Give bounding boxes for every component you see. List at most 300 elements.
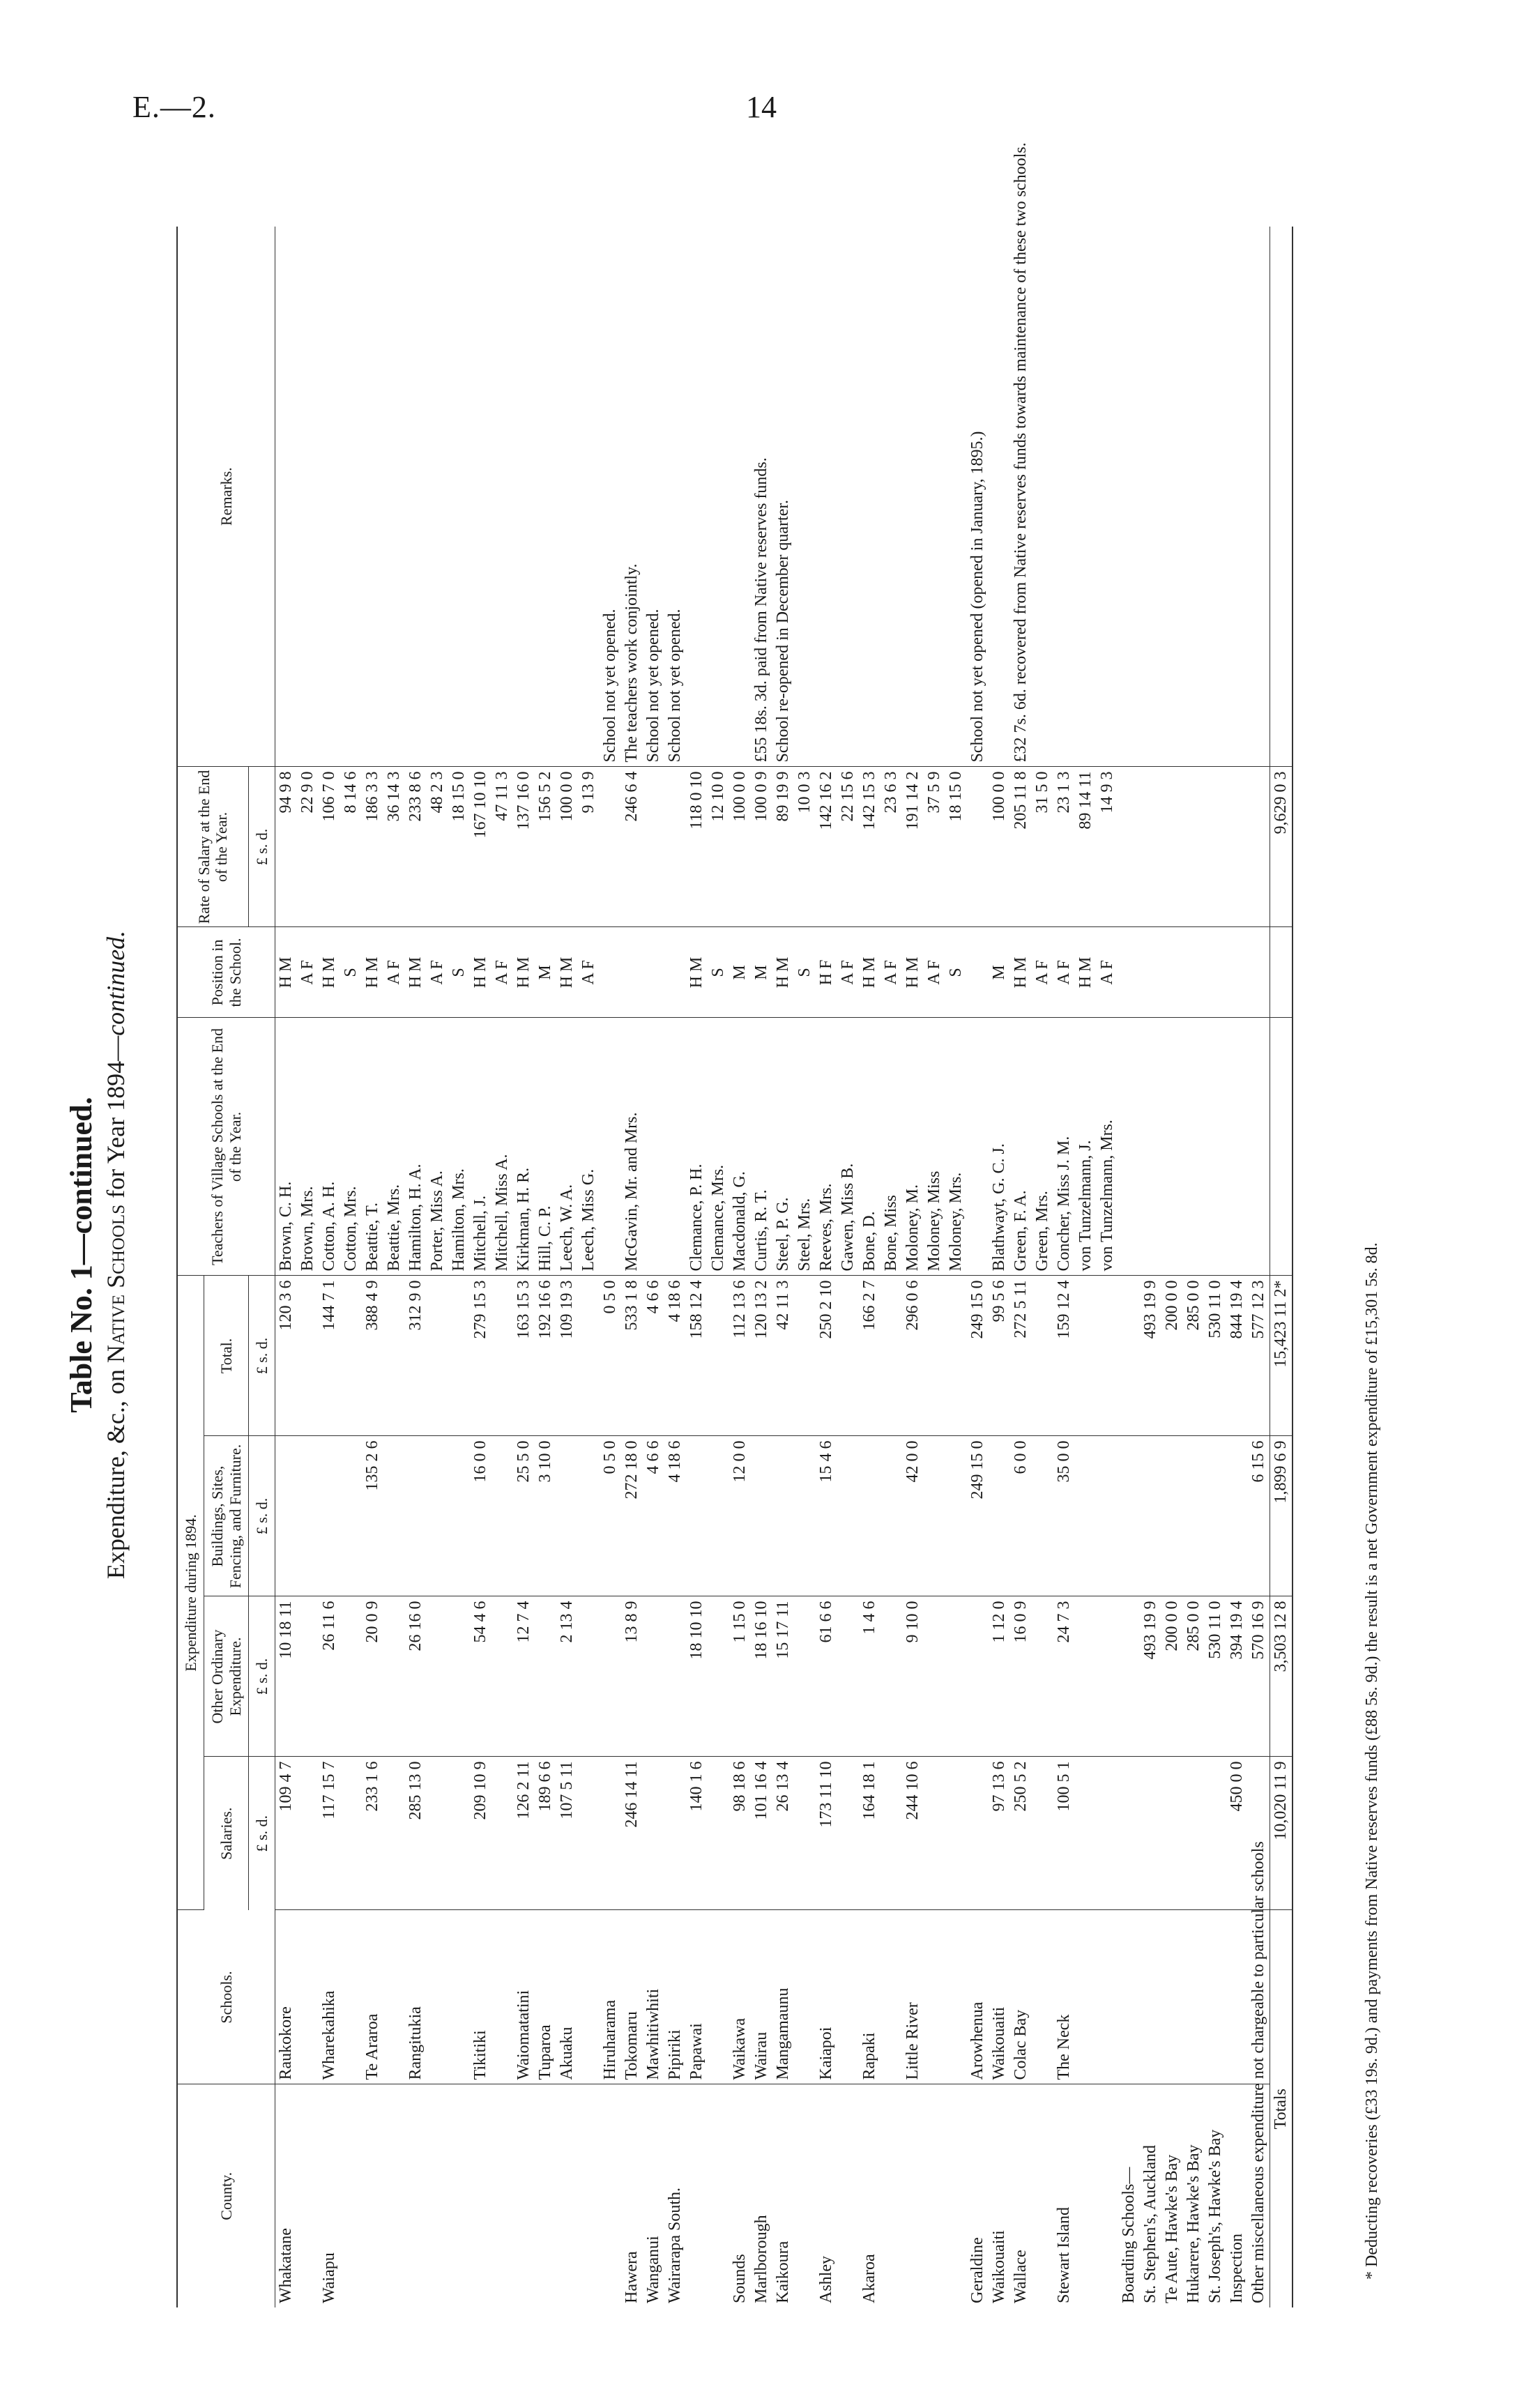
teacher-cell: Moloney, Miss — [924, 1018, 945, 1276]
county-cell — [945, 2084, 967, 2307]
rate-cell: 9 13 9 — [578, 767, 600, 927]
position-cell: A F — [1032, 927, 1053, 1018]
table-row — [967, 227, 989, 2307]
salaries-cell — [1097, 1757, 1118, 1910]
buildings-cell: 4 18 6 — [664, 1436, 686, 1596]
school-cell — [340, 1910, 362, 2084]
table-row — [794, 227, 816, 2307]
other-expenditure-cell: 18 10 10 — [686, 1596, 708, 1757]
other-expenditure-cell: 24 7 3 — [1053, 1596, 1075, 1757]
other-expenditure-cell — [340, 1596, 362, 1757]
remarks-cell — [405, 227, 427, 767]
teacher-cell — [1140, 1018, 1161, 1276]
buildings-cell — [859, 1436, 880, 1596]
total-cell — [1097, 1276, 1118, 1436]
rate-cell: 100 0 9 — [751, 767, 772, 927]
total-cell — [297, 1276, 319, 1436]
salaries-cell — [1032, 1757, 1053, 1910]
remarks-cell — [535, 227, 556, 767]
buildings-cell: 3 10 0 — [535, 1436, 556, 1596]
buildings-cell — [1140, 1436, 1161, 1596]
total-cell: 577 12 3 — [1248, 1276, 1270, 1436]
remarks-cell — [1053, 227, 1075, 767]
header-salaries: Salaries. — [204, 1757, 249, 1910]
other-expenditure-cell — [427, 1596, 448, 1757]
position-cell — [1140, 927, 1161, 1018]
county-cell: Waiapu — [320, 2252, 339, 2303]
county-cell — [491, 2084, 513, 2307]
other-expenditure-cell — [491, 1596, 513, 1757]
table-row — [513, 227, 535, 2307]
total-cell — [1118, 1276, 1140, 1436]
teacher-cell — [1248, 1018, 1270, 1276]
total-cell: 4 6 6 — [643, 1276, 664, 1436]
total-cell: 158 12 4 — [686, 1276, 708, 1436]
position-cell — [1183, 927, 1205, 1018]
county-cell — [880, 2084, 902, 2307]
county-cell — [470, 2084, 491, 2307]
table-subtitle — [101, 160, 130, 2349]
school-cell: Papawai — [686, 1910, 708, 2084]
county-cell — [1032, 2084, 1053, 2307]
buildings-cell: 35 0 0 — [1053, 1436, 1075, 1596]
remarks-cell — [880, 227, 902, 767]
rate-cell: 18 15 0 — [945, 767, 967, 927]
school-cell — [945, 1910, 967, 2084]
total-cell: 285 0 0 — [1183, 1276, 1205, 1436]
position-cell — [664, 927, 686, 1018]
total-cell — [383, 1276, 405, 1436]
table-row — [448, 227, 470, 2307]
other-expenditure-cell — [664, 1596, 686, 1757]
rate-cell: 8 14 6 — [340, 767, 362, 927]
buildings-cell: 4 6 6 — [643, 1436, 664, 1596]
buildings-cell — [989, 1436, 1010, 1596]
position-cell: H M — [1010, 927, 1032, 1018]
buildings-cell — [1205, 1436, 1226, 1596]
total-cell — [578, 1276, 600, 1436]
remarks-cell — [924, 227, 945, 767]
rate-cell: 31 5 0 — [1032, 767, 1053, 927]
salaries-cell: 97 13 6 — [989, 1757, 1010, 1910]
remarks-cell: School not yet opened (opened in January, 1895.) — [967, 227, 989, 767]
total-cell: 530 11 0 — [1205, 1276, 1226, 1436]
salaries-cell — [1075, 1757, 1097, 1910]
buildings-cell: 16 0 0 — [470, 1436, 491, 1596]
buildings-cell — [794, 1436, 816, 1596]
salaries-cell: 100 5 1 — [1053, 1757, 1075, 1910]
county-cell — [708, 2084, 729, 2307]
school-cell — [1118, 1910, 1140, 2084]
rate-cell — [1161, 767, 1183, 927]
buildings-cell — [1161, 1436, 1183, 1596]
remarks-cell — [340, 227, 362, 767]
table-row — [491, 227, 513, 2307]
teacher-cell: Cotton, A. H. — [319, 1018, 340, 1276]
totals-remarks-empty — [1270, 227, 1293, 767]
position-cell: S — [945, 927, 967, 1018]
table-row — [1205, 227, 1226, 2307]
teacher-cell — [1226, 1018, 1248, 1276]
teacher-cell: Concher, Miss J. M. — [1053, 1018, 1075, 1276]
total-cell — [1032, 1276, 1053, 1436]
table-row — [1140, 227, 1161, 2307]
position-cell: H M — [319, 927, 340, 1018]
county-cell — [340, 2084, 362, 2307]
table-row — [686, 227, 708, 2307]
rate-cell: 142 15 3 — [859, 767, 880, 927]
county-cell: Waikouaiti — [990, 2230, 1009, 2303]
position-cell: H M — [556, 927, 578, 1018]
remarks-cell — [1205, 227, 1226, 767]
school-cell: Arowhenua — [967, 1910, 989, 2084]
buildings-cell — [448, 1436, 470, 1596]
salaries-cell: 98 18 6 — [729, 1757, 751, 1910]
position-cell: A F — [491, 927, 513, 1018]
salaries-cell: 140 1 6 — [686, 1757, 708, 1910]
total-cell: 533 1 8 — [621, 1276, 643, 1436]
other-expenditure-cell — [578, 1596, 600, 1757]
teacher-cell — [1161, 1018, 1183, 1276]
buildings-cell — [319, 1436, 340, 1596]
school-cell — [794, 1910, 816, 2084]
school-cell: Waikawa — [729, 1910, 751, 2084]
header-other: Other Ordinary Expenditure. — [204, 1596, 249, 1757]
position-cell: H M — [902, 927, 924, 1018]
salaries-cell — [1205, 1757, 1226, 1910]
buildings-cell — [772, 1436, 794, 1596]
remarks-cell — [556, 227, 578, 767]
remarks-cell — [491, 227, 513, 767]
rate-cell: 100 0 0 — [556, 767, 578, 927]
rate-cell: 23 6 3 — [880, 767, 902, 927]
school-cell — [1226, 1910, 1248, 2084]
rate-cell: 100 0 0 — [729, 767, 751, 927]
remarks-cell — [989, 227, 1010, 767]
other-expenditure-cell — [945, 1596, 967, 1757]
other-expenditure-cell — [535, 1596, 556, 1757]
position-cell: A F — [427, 927, 448, 1018]
county-cell: Ashley — [817, 2256, 836, 2303]
total-cell: 163 15 3 — [513, 1276, 535, 1436]
totals-rate: 9,629 0 3 — [1270, 767, 1293, 927]
other-expenditure-cell: 61 6 6 — [816, 1596, 837, 1757]
position-cell: A F — [1053, 927, 1075, 1018]
other-expenditure-cell — [708, 1596, 729, 1757]
teacher-cell: Moloney, Mrs. — [945, 1018, 967, 1276]
school-cell: Pipiriki — [664, 1910, 686, 2084]
teacher-cell — [1183, 1018, 1205, 1276]
page-number: 14 — [746, 90, 777, 124]
total-cell — [448, 1276, 470, 1436]
totals-salaries: 10,020 11 9 — [1270, 1757, 1293, 1910]
position-cell — [1118, 927, 1140, 1018]
buildings-cell: 42 0 0 — [902, 1436, 924, 1596]
salaries-cell: 189 6 6 — [535, 1757, 556, 1910]
buildings-cell: 12 0 0 — [729, 1436, 751, 1596]
salaries-cell: 285 13 0 — [405, 1757, 427, 1910]
position-cell — [600, 927, 621, 1018]
school-cell: Tuparoa — [535, 1910, 556, 2084]
units-other: £ s. d. — [248, 1596, 275, 1757]
position-cell: S — [794, 927, 816, 1018]
table-row — [837, 227, 859, 2307]
table-row — [1053, 227, 1075, 2307]
county-cell: Whakatane — [277, 2228, 296, 2303]
position-cell — [621, 927, 643, 1018]
salaries-cell — [448, 1757, 470, 1910]
salaries-cell — [664, 1757, 686, 1910]
salaries-cell: 107 5 11 — [556, 1757, 578, 1910]
table-row — [1010, 227, 1032, 2307]
position-cell: A F — [880, 927, 902, 1018]
table-body — [275, 142, 1270, 2307]
total-cell — [491, 1276, 513, 1436]
position-cell — [1205, 927, 1226, 1018]
remarks-cell — [362, 227, 383, 767]
other-expenditure-cell — [1118, 1596, 1140, 1757]
position-cell: H M — [513, 927, 535, 1018]
teacher-cell: Bone, D. — [859, 1018, 880, 1276]
table-row — [297, 227, 319, 2307]
expenditure-table — [176, 142, 1293, 2307]
school-cell — [1161, 1910, 1183, 2084]
other-expenditure-cell — [837, 1596, 859, 1757]
salaries-cell — [1140, 1757, 1161, 1910]
table-row — [578, 227, 600, 2307]
position-cell — [1161, 927, 1183, 1018]
salaries-cell — [1183, 1757, 1205, 1910]
rate-cell: 118 0 10 — [686, 767, 708, 927]
school-cell: The Neck — [1053, 1910, 1075, 2084]
teacher-cell: Macdonald, G. — [729, 1018, 751, 1276]
teacher-cell: von Tunzelmann, J. — [1075, 1018, 1097, 1276]
county-cell — [297, 2084, 319, 2307]
remarks-cell: School not yet opened. — [643, 227, 664, 767]
other-expenditure-cell — [1032, 1596, 1053, 1757]
other-expenditure-cell: 10 18 11 — [275, 1596, 298, 1757]
buildings-cell — [578, 1436, 600, 1596]
table-row — [708, 227, 729, 2307]
total-cell — [837, 1276, 859, 1436]
total-cell: 312 9 0 — [405, 1276, 427, 1436]
county-cell: Other miscellaneous expenditure not chargeable to particular schools — [1249, 1841, 1268, 2303]
county-cell: Stewart Island — [1055, 2207, 1074, 2303]
rate-cell: 156 5 2 — [535, 767, 556, 927]
salaries-cell — [600, 1757, 621, 1910]
header-teachers: Teachers of Village Schools at the End of the Year. — [177, 1018, 275, 1276]
county-cell: Te Aute, Hawke's Bay — [1163, 2154, 1182, 2303]
rate-cell — [664, 767, 686, 927]
header-rate: Rate of Salary at the End of the Year. — [177, 767, 248, 927]
buildings-cell — [1118, 1436, 1140, 1596]
school-cell: Raukokore — [275, 1910, 298, 2084]
rate-cell: 48 2 3 — [427, 767, 448, 927]
rate-cell: 191 14 2 — [902, 767, 924, 927]
salaries-cell — [945, 1757, 967, 1910]
total-cell — [340, 1276, 362, 1436]
page-header — [132, 89, 1457, 131]
table-row — [1183, 227, 1205, 2307]
remarks-cell — [945, 227, 967, 767]
salaries-cell — [967, 1757, 989, 1910]
county-cell — [448, 2084, 470, 2307]
buildings-cell — [924, 1436, 945, 1596]
county-cell — [1097, 2084, 1118, 2307]
school-cell: Waikouaiti — [989, 1910, 1010, 2084]
totals-other: 3,503 12 8 — [1270, 1596, 1293, 1757]
county-cell: Hukarere, Hawke's Bay — [1184, 2144, 1203, 2303]
table-row — [362, 227, 383, 2307]
salaries-cell: 101 16 4 — [751, 1757, 772, 1910]
school-cell: Wairau — [751, 1910, 772, 2084]
rate-cell: 94 9 8 — [275, 767, 298, 927]
buildings-cell: 25 5 0 — [513, 1436, 535, 1596]
school-cell: Hiruharama — [600, 1910, 621, 2084]
remarks-cell: £55 18s. 3d. paid from Native reserves funds. — [751, 227, 772, 767]
salaries-cell — [880, 1757, 902, 1910]
table-row — [556, 227, 578, 2307]
position-cell: S — [340, 927, 362, 1018]
school-cell — [1140, 1910, 1161, 2084]
total-cell — [945, 1276, 967, 1436]
salaries-cell: 233 1 6 — [362, 1757, 383, 1910]
other-expenditure-cell: 9 10 0 — [902, 1596, 924, 1757]
teacher-cell — [600, 1018, 621, 1276]
county-cell — [1075, 2084, 1097, 2307]
rate-cell: 37 5 9 — [924, 767, 945, 927]
rate-cell — [1118, 767, 1140, 927]
total-cell: 159 12 4 — [1053, 1276, 1075, 1436]
remarks-cell — [1140, 227, 1161, 767]
other-expenditure-cell — [794, 1596, 816, 1757]
school-cell — [924, 1910, 945, 2084]
buildings-cell: 249 15 0 — [967, 1436, 989, 1596]
buildings-cell: 0 5 0 — [600, 1436, 621, 1596]
salaries-cell — [297, 1757, 319, 1910]
buildings-cell — [383, 1436, 405, 1596]
county-cell: Kaikoura — [774, 2241, 793, 2303]
table-row — [880, 227, 902, 2307]
county-cell — [405, 2084, 427, 2307]
rate-cell: 142 16 2 — [816, 767, 837, 927]
total-cell: 109 19 3 — [556, 1276, 578, 1436]
total-cell: 296 0 6 — [902, 1276, 924, 1436]
remarks-cell — [837, 227, 859, 767]
salaries-cell: 450 0 0 — [1226, 1757, 1248, 1910]
rotated-table-container — [52, 142, 1474, 2349]
rate-cell: 14 9 3 — [1097, 767, 1118, 927]
table-row — [751, 227, 772, 2307]
page-identifier: E.—2. — [132, 90, 216, 124]
rotated-content — [52, 142, 1474, 2349]
table-row — [1075, 227, 1097, 2307]
county-cell — [794, 2084, 816, 2307]
county-cell: St. Stephen's, Auckland — [1141, 2145, 1160, 2303]
rate-cell: 167 10 10 — [470, 767, 491, 927]
total-cell: 120 13 2 — [751, 1276, 772, 1436]
school-cell: Akuaku — [556, 1910, 578, 2084]
buildings-cell — [275, 1436, 298, 1596]
remarks-cell — [816, 227, 837, 767]
other-expenditure-cell: 15 17 11 — [772, 1596, 794, 1757]
school-cell — [708, 1910, 729, 2084]
remarks-cell: School re-opened in December quarter. — [772, 227, 794, 767]
total-cell — [427, 1276, 448, 1436]
county-cell — [924, 2084, 945, 2307]
remarks-cell — [383, 227, 405, 767]
total-cell: 249 15 0 — [967, 1276, 989, 1436]
school-cell — [837, 1910, 859, 2084]
buildings-cell — [405, 1436, 427, 1596]
other-expenditure-cell: 16 0 9 — [1010, 1596, 1032, 1757]
salaries-cell: 26 13 4 — [772, 1757, 794, 1910]
school-cell: Mangamaunu — [772, 1910, 794, 2084]
rate-cell — [1248, 767, 1270, 927]
teacher-cell: Beattie, Mrs. — [383, 1018, 405, 1276]
remarks-cell — [794, 227, 816, 767]
remarks-cell — [427, 227, 448, 767]
table-row — [1226, 227, 1248, 2307]
totals-buildings: 1,899 6 9 — [1270, 1436, 1293, 1596]
remarks-cell — [729, 227, 751, 767]
table-row — [340, 227, 362, 2307]
table-row — [383, 227, 405, 2307]
school-cell: Little River — [902, 1910, 924, 2084]
salaries-cell — [643, 1757, 664, 1910]
school-cell — [1075, 1910, 1097, 2084]
buildings-cell — [556, 1436, 578, 1596]
total-cell: 200 0 0 — [1161, 1276, 1183, 1436]
table-row — [1118, 227, 1140, 2307]
teacher-cell: Clemance, Mrs. — [708, 1018, 729, 1276]
total-cell: 144 7 1 — [319, 1276, 340, 1436]
footnote: * Deducting recoveries (£33 19s. 9d.) and payments from Native reserves funds (£88 5s. 9d.) the result is a net Government expenditure of £15,301 5s. 8d. — [1363, 1242, 1381, 2280]
buildings-cell — [1183, 1436, 1205, 1596]
teacher-cell: McGavin, Mr. and Mrs. — [621, 1018, 643, 1276]
teacher-cell: Beattie, T. — [362, 1018, 383, 1276]
teacher-cell: von Tunzelmann, Mrs. — [1097, 1018, 1118, 1276]
position-cell: H M — [405, 927, 427, 1018]
buildings-cell — [945, 1436, 967, 1596]
table-row — [535, 227, 556, 2307]
remarks-cell — [297, 227, 319, 767]
teacher-cell: Steel, P. G. — [772, 1018, 794, 1276]
position-cell: H M — [470, 927, 491, 1018]
position-cell: S — [448, 927, 470, 1018]
remarks-cell — [859, 227, 880, 767]
table-row — [470, 227, 491, 2307]
other-expenditure-cell: 20 0 9 — [362, 1596, 383, 1757]
position-cell — [1248, 927, 1270, 1018]
teacher-cell: Leech, W. A. — [556, 1018, 578, 1276]
county-cell — [600, 2084, 621, 2307]
teacher-cell: Hill, C. P. — [535, 1018, 556, 1276]
teacher-cell: Blathwayt, G. C. J. — [989, 1018, 1010, 1276]
county-cell — [427, 2084, 448, 2307]
salaries-cell — [794, 1757, 816, 1910]
buildings-cell: 6 15 6 — [1248, 1436, 1270, 1596]
teacher-cell: Reeves, Mrs. — [816, 1018, 837, 1276]
salaries-cell: 164 18 1 — [859, 1757, 880, 1910]
remarks-cell: School not yet opened. — [600, 227, 621, 767]
salaries-cell: 173 11 10 — [816, 1757, 837, 1910]
county-cell — [513, 2084, 535, 2307]
position-cell: M — [535, 927, 556, 1018]
remarks-cell — [708, 227, 729, 767]
county-cell: Sounds — [731, 2254, 749, 2303]
buildings-cell — [427, 1436, 448, 1596]
